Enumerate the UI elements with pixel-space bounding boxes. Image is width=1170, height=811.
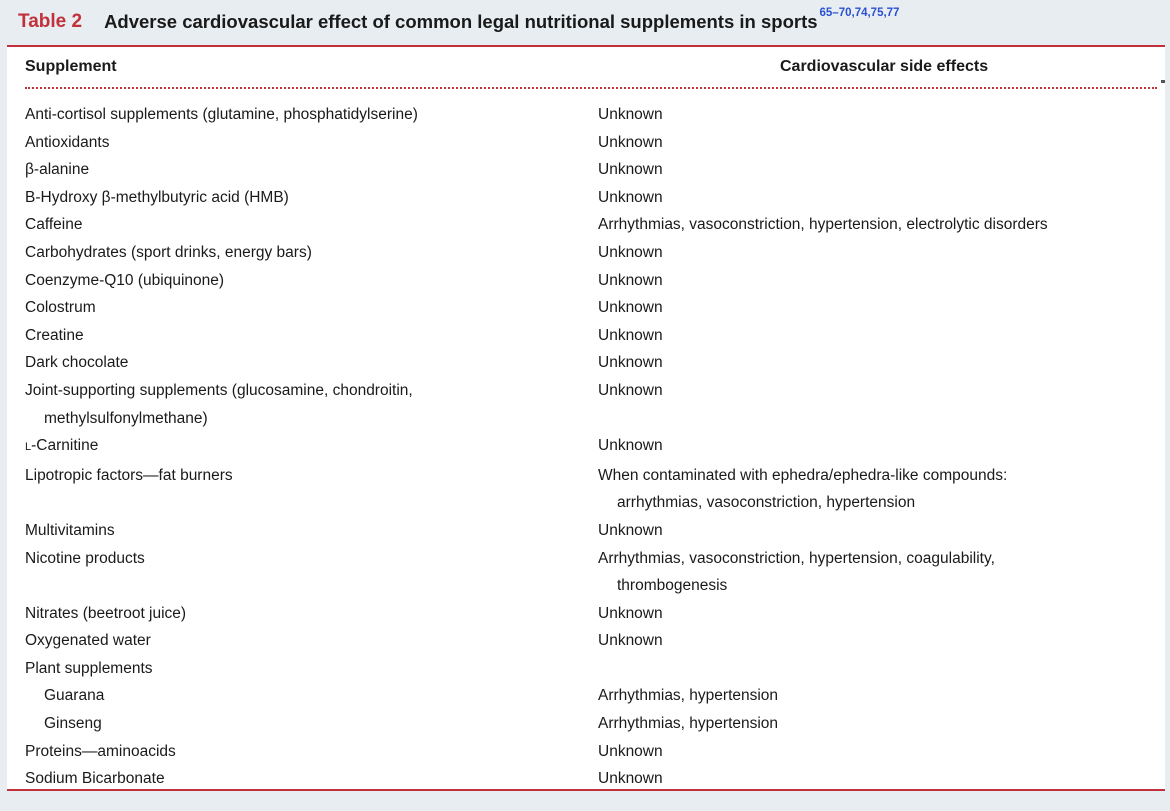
table-row bbox=[7, 682, 1165, 710]
supplement-cell bbox=[7, 682, 598, 710]
effect-cell bbox=[598, 710, 1165, 738]
table-row bbox=[7, 267, 1165, 295]
supplement-prefix: L bbox=[25, 441, 32, 454]
effect-text: Unknown bbox=[598, 381, 663, 399]
supplement-name: Antioxidants bbox=[25, 133, 110, 151]
effect-cell bbox=[598, 101, 1165, 129]
effect-text: Unknown bbox=[598, 437, 663, 455]
effect-text: Unknown bbox=[598, 188, 663, 206]
effect-cell bbox=[598, 738, 1165, 766]
table-title: Adverse cardiovascular effect of common legal nutritional supplements in sports bbox=[104, 11, 818, 32]
effect-cell bbox=[598, 765, 1165, 793]
table-row bbox=[7, 627, 1165, 655]
supplement-cell bbox=[7, 294, 598, 322]
effect-cell bbox=[598, 655, 1165, 683]
supplement-name: Colostrum bbox=[25, 299, 96, 317]
effect-text: Unknown bbox=[598, 770, 663, 788]
effect-text: Unknown bbox=[598, 326, 663, 344]
supplement-cell bbox=[7, 322, 598, 350]
supplement-name: Coenzyme-Q10 (ubiquinone) bbox=[25, 271, 225, 289]
supplement-name: Oxygenated water bbox=[25, 632, 151, 650]
supplement-cell bbox=[7, 738, 598, 766]
effect-cell bbox=[598, 349, 1165, 377]
supplement-name: Plant supplements bbox=[25, 659, 153, 677]
effect-text: Unknown bbox=[598, 354, 663, 372]
effect-cell bbox=[598, 129, 1165, 157]
table-row bbox=[7, 765, 1165, 793]
reference-links[interactable]: 65–70,74,75,77 bbox=[819, 7, 900, 19]
table-row bbox=[7, 211, 1165, 239]
supplement-cell bbox=[7, 184, 598, 212]
supplement-name: Nicotine products bbox=[25, 549, 145, 567]
supplement-cell bbox=[7, 627, 598, 655]
supplement-name: Anti-cortisol supplements (glutamine, phosphatidylserine) bbox=[25, 106, 418, 123]
supplement-name: β-alanine bbox=[25, 161, 90, 179]
effect-text-continued: thrombogenesis bbox=[617, 577, 728, 595]
supplement-name: Carbohydrates (sport drinks, energy bars) bbox=[25, 243, 312, 261]
effect-cell bbox=[598, 184, 1165, 212]
edge-mark bbox=[1161, 80, 1165, 83]
table-rows bbox=[7, 101, 1165, 793]
supplement-name: -Carnitine bbox=[31, 437, 99, 455]
column-header-effects: Cardiovascular side effects bbox=[780, 58, 989, 75]
supplement-cell bbox=[7, 129, 598, 157]
supplement-name: Ginseng bbox=[44, 715, 102, 733]
supplement-name: Lipotropic factors—fat burners bbox=[25, 466, 233, 484]
table-row bbox=[7, 129, 1165, 157]
supplement-cell bbox=[7, 600, 598, 628]
table-caption bbox=[18, 6, 899, 38]
table-row bbox=[7, 184, 1165, 212]
table-row bbox=[7, 432, 1165, 462]
supplement-cell bbox=[7, 211, 598, 239]
table-row bbox=[7, 322, 1165, 350]
supplement-cell bbox=[7, 156, 598, 184]
table-header bbox=[7, 47, 1165, 87]
effect-text: Unknown bbox=[598, 161, 663, 179]
table-row bbox=[7, 545, 1165, 600]
table-row bbox=[7, 517, 1165, 545]
table-row bbox=[7, 462, 1165, 517]
table-row bbox=[7, 377, 1165, 432]
effect-text: Unknown bbox=[598, 299, 663, 317]
supplement-cell bbox=[7, 349, 598, 377]
effect-text: When contaminated with ephedra/ephedra-like compounds: bbox=[598, 466, 1008, 484]
supplement-name: B-Hydroxy β-methylbutyric acid (HMB) bbox=[25, 188, 289, 206]
supplement-cell bbox=[7, 101, 598, 129]
effect-cell bbox=[598, 211, 1165, 239]
effect-text: Unknown bbox=[598, 604, 663, 622]
effect-text: Unknown bbox=[598, 742, 663, 760]
effect-text: Arrhythmias, vasoconstriction, hypertension, coagulability, bbox=[598, 549, 995, 567]
supplement-name: Joint-supporting supplements (glucosamine, chondroitin, bbox=[25, 381, 413, 399]
effect-text: Unknown bbox=[598, 133, 663, 151]
effect-cell bbox=[598, 322, 1165, 350]
supplement-name: Nitrates (beetroot juice) bbox=[25, 604, 187, 622]
supplement-name: Multivitamins bbox=[25, 521, 115, 539]
table-body bbox=[7, 45, 1165, 791]
effect-text: Unknown bbox=[598, 632, 663, 650]
effect-text: Unknown bbox=[598, 243, 663, 261]
effect-cell bbox=[598, 627, 1165, 655]
supplement-name: Dark chocolate bbox=[25, 354, 129, 372]
table-row bbox=[7, 239, 1165, 267]
supplement-name: Proteins—aminoacids bbox=[25, 742, 176, 760]
effect-cell bbox=[598, 239, 1165, 267]
table-row bbox=[7, 600, 1165, 628]
effect-text: Unknown bbox=[598, 106, 663, 123]
table-row bbox=[7, 156, 1165, 184]
header-divider bbox=[25, 87, 1157, 89]
effect-cell bbox=[598, 294, 1165, 322]
supplement-cell bbox=[7, 765, 598, 793]
effect-text: Unknown bbox=[598, 521, 663, 539]
effect-text: Unknown bbox=[598, 271, 663, 289]
table-row bbox=[7, 349, 1165, 377]
supplement-cell bbox=[7, 655, 598, 683]
effect-cell bbox=[598, 156, 1165, 184]
effect-cell bbox=[598, 517, 1165, 545]
supplement-name: Creatine bbox=[25, 326, 84, 344]
supplement-name: Sodium Bicarbonate bbox=[25, 770, 165, 788]
supplement-cell bbox=[7, 377, 598, 432]
supplement-name: Caffeine bbox=[25, 216, 83, 234]
supplement-cell bbox=[7, 267, 598, 295]
effect-cell bbox=[598, 377, 1165, 432]
effect-cell bbox=[598, 600, 1165, 628]
table-row bbox=[7, 655, 1165, 683]
effect-cell bbox=[598, 682, 1165, 710]
effect-cell bbox=[598, 545, 1165, 600]
effect-text: Arrhythmias, hypertension bbox=[598, 687, 779, 705]
effect-cell bbox=[598, 267, 1165, 295]
table-row bbox=[7, 710, 1165, 738]
table-number: Table 2 bbox=[18, 11, 83, 32]
effect-text: Arrhythmias, vasoconstriction, hypertension, electrolytic disorders bbox=[598, 216, 1048, 234]
effect-cell bbox=[598, 462, 1165, 517]
column-header-supplement: Supplement bbox=[25, 58, 117, 75]
table-row bbox=[7, 294, 1165, 322]
supplement-cell bbox=[7, 517, 598, 545]
table-row bbox=[7, 738, 1165, 766]
effect-text: Arrhythmias, hypertension bbox=[598, 715, 779, 733]
supplement-cell bbox=[7, 432, 598, 462]
supplement-cell bbox=[7, 239, 598, 267]
effect-text-continued: arrhythmias, vasoconstriction, hypertension bbox=[617, 494, 916, 512]
supplement-cell bbox=[7, 462, 598, 517]
supplement-cell bbox=[7, 545, 598, 600]
supplement-cell bbox=[7, 710, 598, 738]
effect-cell bbox=[598, 432, 1165, 462]
supplement-name-continued: methylsulfonylmethane) bbox=[44, 409, 208, 427]
table-row bbox=[7, 101, 1165, 129]
supplement-name: Guarana bbox=[44, 687, 105, 705]
